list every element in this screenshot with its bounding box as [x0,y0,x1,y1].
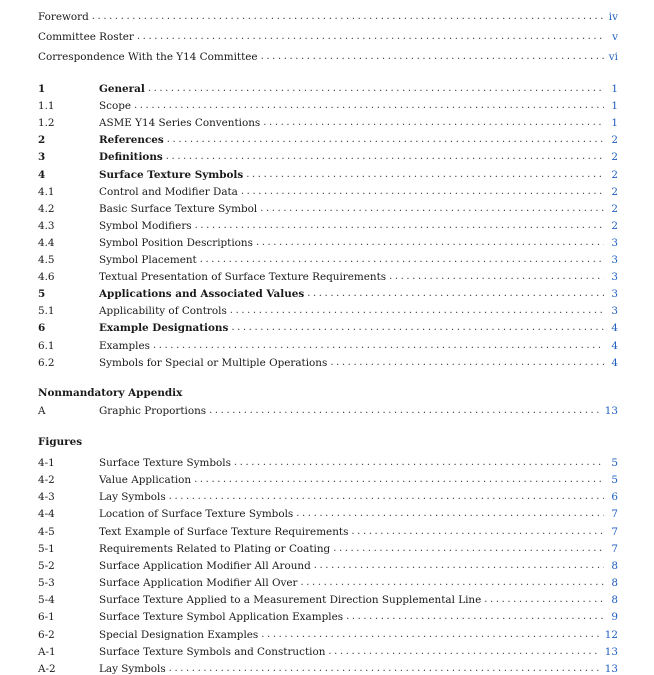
toc-entry[interactable] [38,233,618,249]
page-number-link[interactable]: 7 [611,542,618,555]
page-number-link[interactable]: 9 [611,611,618,624]
toc-entry-title: Symbols for Special or Multiple Operations [99,356,328,369]
toc-entry-title: Value Application [99,474,192,487]
toc-entry-number: 5-4 [38,594,55,607]
appendix-heading: Nonmandatory Appendix [38,387,183,399]
toc-entry-title: Textual Presentation of Surface Texture Requirements [99,271,387,284]
page-number-link[interactable]: 3 [611,305,618,318]
toc-entry-number: 5-1 [38,542,55,555]
page-number-link[interactable]: 3 [611,254,618,266]
toc-entry-number: 5 [38,288,46,301]
dot-leader [148,83,604,95]
toc-entry-title: Foreword [38,11,89,23]
page-number-link[interactable]: 1 [611,83,618,95]
toc-entry-title: Location of Surface Texture Symbols [99,508,294,521]
toc-entry-title: Symbol Modifiers [99,219,192,232]
toc-entry-title: Surface Texture Symbol Application Examples [99,611,344,624]
toc-entry-number: 4-5 [38,525,55,538]
dot-leader [389,271,604,283]
toc-entry[interactable] [38,47,618,63]
toc-entry-number: 4.2 [38,202,55,215]
dot-leader [167,134,604,146]
toc-entry-title: Symbol Placement [99,254,197,266]
dot-leader [296,508,604,520]
dot-leader [92,11,604,23]
dot-leader [256,237,604,249]
page-number-link[interactable]: 2 [611,202,618,215]
toc-entry-number: 1.1 [38,100,55,113]
toc-entry[interactable] [38,607,618,623]
toc-entry-title: Surface Application Modifier All Over [99,577,298,590]
dot-leader [166,151,604,163]
toc-entry-title: Surface Application Modifier All Around [99,559,311,572]
dot-leader [137,31,604,43]
toc-entry-title: Examples [99,339,150,352]
toc-entry-title: Lay Symbols [99,662,166,675]
toc-entry-number: 6-1 [38,611,55,624]
dot-leader [346,611,604,623]
toc-entry-number: 3 [38,151,46,164]
toc-entry[interactable] [38,642,618,658]
dot-leader [246,169,604,181]
toc-entry[interactable] [38,504,618,520]
toc-entry-number: A-1 [38,645,56,658]
dot-leader [134,100,604,112]
toc-entry[interactable] [38,573,618,589]
dot-leader [230,305,604,317]
toc-entry[interactable] [38,182,618,198]
toc-entry-number: A-2 [38,662,56,675]
toc-entry-title: Special Designation Examples [99,628,259,641]
dot-leader [260,203,604,215]
page-number-link[interactable]: vi [608,51,618,63]
dot-leader [153,340,604,352]
toc-entry[interactable] [38,7,618,23]
toc-entry[interactable] [38,522,618,538]
toc-entry-title: Correspondence With the Y14 Committee [38,51,258,63]
toc-entry-title: Applications and Associated Values [99,288,305,301]
dot-leader [263,117,604,129]
toc-entry-number: 4.3 [38,219,55,232]
toc-entry-title: ASME Y14 Series Conventions [99,117,261,130]
toc-entry-title: Surface Texture Symbols [99,457,231,469]
toc-entry-number: A [38,405,46,417]
page-number-link[interactable]: 8 [611,559,618,572]
dot-leader [330,357,604,369]
toc-entry[interactable] [38,539,618,555]
toc-entry[interactable] [38,453,618,469]
page-number-link[interactable]: 8 [611,594,618,607]
toc-entry-title: Symbol Position Descriptions [99,236,253,249]
toc-entry-number: 4-4 [38,508,55,521]
page-number-link[interactable]: 2 [611,219,618,232]
toc-entry[interactable] [38,353,618,369]
dot-leader [194,474,604,486]
toc-entry-number: 1 [38,83,46,95]
toc-entry-title: Surface Texture Symbols [99,168,244,181]
page-number-link[interactable]: 12 [604,628,618,641]
page-number-link[interactable]: 3 [611,236,618,249]
dot-leader [169,663,601,675]
page-number-link[interactable]: 2 [611,168,618,181]
toc-entry-number: 5-2 [38,559,55,572]
page-number-link[interactable]: 3 [611,271,618,284]
page-number-link[interactable]: v [612,31,618,43]
toc-entry[interactable] [38,130,618,146]
page-number-link[interactable]: 5 [611,474,618,487]
page-number-link[interactable]: 3 [611,288,618,301]
toc-entry-title: Lay Symbols [99,491,166,504]
toc-entry[interactable] [38,556,618,572]
page-number-link[interactable]: 7 [611,508,618,521]
toc-entry[interactable] [38,216,618,232]
toc-entry[interactable] [38,487,618,503]
dot-leader [241,186,604,198]
page-number-link[interactable]: 13 [604,662,618,675]
toc-entry-number: 4-3 [38,491,55,504]
toc-entry-number: 4.4 [38,236,55,249]
page-number-link[interactable]: 4 [611,339,618,352]
page-number-link[interactable]: 5 [611,457,618,469]
toc-entry[interactable] [38,79,618,95]
dot-leader [333,543,604,555]
toc-entry-title: Requirements Related to Plating or Coating [99,542,331,555]
toc-entry-title: Definitions [99,151,163,164]
dot-leader [195,220,604,232]
dot-leader [300,577,604,589]
toc-entry-number: 4 [38,168,46,181]
toc-entry-title: Example Designations [99,322,229,335]
toc-entry[interactable] [38,301,618,317]
toc-entry[interactable] [38,27,618,43]
page-number-link[interactable]: 2 [611,134,618,147]
toc-entry-title: Applicability of Controls [99,305,227,318]
toc-entry-number: 6 [38,322,46,335]
dot-leader [261,629,601,641]
dot-leader [209,405,601,417]
toc-entry[interactable] [38,401,618,417]
toc-entry-title: Text Example of Surface Texture Requirements [99,525,349,538]
page-number-link[interactable]: 1 [611,100,618,113]
toc-entry[interactable] [38,147,618,163]
figures-heading: Figures [38,436,83,448]
toc-entry[interactable] [38,336,618,352]
toc-entry-number: 6-2 [38,628,55,641]
dot-leader [328,646,600,658]
toc-entry[interactable] [38,659,618,675]
dot-leader [169,491,604,503]
page-number-link[interactable]: 13 [604,405,618,417]
toc-entry[interactable] [38,250,618,266]
page-number-link[interactable]: 6 [611,491,618,504]
dot-leader [234,457,604,469]
dot-leader [307,288,604,300]
toc-entry[interactable] [38,267,618,283]
toc-entry[interactable] [38,284,618,300]
toc-entry-number: 6.1 [38,339,55,352]
toc-entry-number: 5-3 [38,577,55,590]
toc-entry-number: 4.5 [38,254,55,266]
toc-entry-title: Graphic Proportions [99,405,207,417]
dot-leader [231,322,604,334]
toc-entry-number: 4.6 [38,271,55,284]
page-number-link[interactable]: 4 [611,356,618,369]
toc-entry-title: Control and Modifier Data [99,185,238,198]
page-number-link[interactable]: iv [608,11,618,23]
toc-entry[interactable] [38,96,618,112]
dot-leader [351,526,604,538]
toc-entry[interactable] [38,625,618,641]
page-number-link[interactable]: 1 [611,117,618,130]
toc-entry-number: 6.2 [38,356,55,369]
toc-entry-title: References [99,134,164,147]
toc-entry-title: Basic Surface Texture Symbol [99,202,258,215]
dot-leader [484,594,604,606]
toc-entry-number: 2 [38,134,46,147]
toc-entry[interactable] [38,470,618,486]
page-number-link[interactable]: 2 [611,151,618,164]
toc-entry[interactable] [38,199,618,215]
toc-entry[interactable] [38,590,618,606]
toc-entry-title: Scope [99,100,131,113]
toc-entry[interactable] [38,318,618,334]
toc-entry-number: 5.1 [38,305,55,318]
dot-leader [314,560,604,572]
toc-entry[interactable] [38,113,618,129]
dot-leader [261,51,604,63]
page-number-link[interactable]: 7 [611,525,618,538]
toc-entry-title: Committee Roster [38,31,134,43]
toc-entry-title: Surface Texture Symbols and Construction [99,645,326,658]
toc-entry-number: 4.1 [38,185,55,198]
page-number-link[interactable]: 13 [604,645,618,658]
toc-entry-number: 1.2 [38,117,55,130]
page-number-link[interactable]: 8 [611,577,618,590]
toc-entry-number: 4-1 [38,457,55,469]
page-number-link[interactable]: 4 [611,322,618,335]
toc-entry-number: 4-2 [38,474,55,487]
page-number-link[interactable]: 2 [611,185,618,198]
toc-entry-title: Surface Texture Applied to a Measurement Direction Supplemental Line [99,594,482,607]
dot-leader [200,254,604,266]
toc-entry[interactable] [38,165,618,181]
toc-entry-title: General [99,83,145,95]
